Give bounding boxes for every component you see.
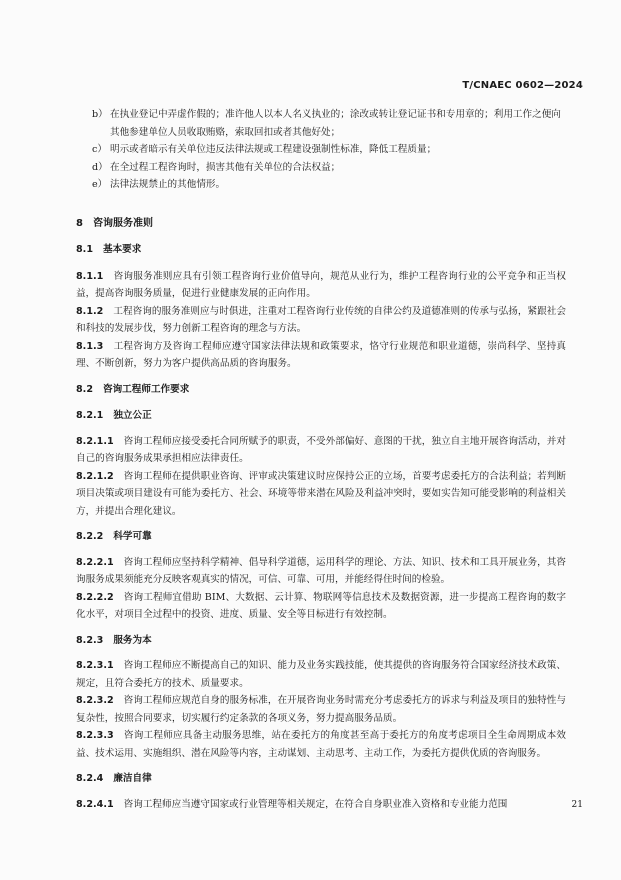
section-title: 咨询工程师工作要求	[103, 383, 190, 395]
list-item	[76, 141, 566, 159]
section-heading-8-2-1	[76, 407, 566, 425]
list-text: 在全过程工程咨询时，损害其他有关单位的合法权益；	[110, 161, 341, 173]
list-item	[76, 106, 566, 141]
section-number: 8.2.3	[76, 634, 104, 646]
clause-8-2-2-2	[76, 589, 566, 624]
section-heading-8-2-2	[76, 528, 566, 546]
clause-number: 8.2.3.1	[76, 660, 114, 671]
clause-number: 8.2.1.1	[76, 435, 114, 447]
standard-number: T/CNAEC 0602—2024	[462, 80, 583, 91]
section-title: 廉洁自律	[113, 773, 152, 784]
section-heading-8-2-4	[76, 770, 566, 788]
section-heading-8	[76, 215, 566, 233]
clause-text: 咨询工程师在提供职业咨询、评审或决策建议时应保持公正的立场，首要考虑委托方的合法利益；若判断项目决策或项目建设有可能为委托方、社会、环境等带来潜在风险及利益冲突时，要如实告知可能受影响的利益相关方，并提出合理化建议。	[76, 470, 566, 517]
section-number: 8.2	[76, 383, 93, 395]
section-heading-8-2-3	[76, 632, 566, 650]
section-number: 8.1	[76, 244, 93, 255]
list-marker: d）	[92, 161, 108, 173]
clause-text: 咨询服务准则应具有引领工程咨询行业价值导向，规范从业行为，维护工程咨询行业的公平竞争和正当权益，提高咨询服务质量，促进行业健康发展的正向作用。	[76, 270, 566, 299]
section-number: 8.2.2	[76, 531, 104, 542]
clause-8-2-1-2	[76, 468, 566, 521]
page-number: 21	[571, 800, 583, 810]
clause-8-2-3-1	[76, 657, 566, 692]
list-text: 明示或者暗示有关单位违反法律法规或工程建设强制性标准，降低工程质量；	[110, 144, 437, 155]
clause-8-2-3-3	[76, 727, 566, 762]
clause-text: 咨询工程师宜借助 BIM、大数据、云计算、物联网等信息技术及数据资源，进一步提高工程咨询的数字化水平，对项目全过程中的投资、进度、质量、安全等目标进行有效控制。	[76, 591, 566, 620]
clause-number: 8.2.2.1	[76, 556, 114, 568]
clause-number: 8.2.4.1	[76, 798, 114, 810]
clause-text: 工程咨询方及咨询工程师应遵守国家法律法规和政策要求，恪守行业规范和职业道德，崇尚科学、坚持真理、不断创新，努力为客户提供高品质的咨询服务。	[76, 340, 566, 369]
clause-8-2-2-1	[76, 554, 566, 589]
clause-number: 8.2.1.2	[76, 470, 114, 482]
clause-text: 工程咨询的服务准则应与时俱进，注重对工程咨询行业传统的自律公约及道德准则的传承与弘扬，紧跟社会和科技的发展步伐，努力创新工程咨询的理念与方法。	[76, 305, 566, 334]
clause-8-2-4-1	[76, 796, 566, 814]
section-heading-8-2	[76, 381, 566, 399]
clause-number: 8.1.2	[76, 305, 104, 317]
clause-text: 咨询工程师应具备主动服务思维，站在委托方的角度甚至高于委托方的角度考虑项目全生命周期成本效益、技术运用、实施组织、潜在风险等内容，主动谋划、主动思考、主动工作，为委托方提供优质的咨询服务。	[76, 730, 566, 759]
clause-number: 8.2.3.2	[76, 695, 114, 706]
section-title: 科学可靠	[113, 531, 152, 542]
clause-text: 咨询工程师应不断提高自己的知识、能力及业务实践技能，使其提供的咨询服务符合国家经济技术政策、规定，且符合委托方的技术、质量要求。	[76, 660, 566, 689]
clause-8-2-1-1	[76, 433, 566, 468]
clause-text: 咨询工程师应坚持科学精神、倡导科学道德，运用科学的理论、方法、知识、技术和工具开展业务，其咨询服务成果须能充分反映客观真实的情况，可信、可靠、可用，并能经得住时间的检验。	[76, 556, 566, 585]
section-heading-8-1	[76, 241, 566, 259]
section-title: 咨询服务准则	[92, 217, 153, 229]
clause-number: 8.1.3	[76, 340, 104, 352]
clause-8-2-3-2	[76, 692, 566, 727]
clause-number: 8.2.3.3	[76, 730, 114, 741]
section-number: 8.2.1	[76, 410, 104, 421]
clause-number: 8.2.2.2	[76, 591, 114, 603]
document-body	[76, 106, 566, 813]
section-title: 独立公正	[113, 410, 152, 421]
list-marker: b）	[92, 109, 108, 120]
list-marker: c）	[92, 144, 107, 155]
section-number: 8.2.4	[76, 773, 104, 784]
section-title: 服务为本	[113, 634, 152, 646]
section-title: 基本要求	[103, 244, 142, 255]
clause-number: 8.1.1	[76, 270, 104, 282]
clause-text: 咨询工程师应接受委托合同所赋予的职责，不受外部偏好、意图的干扰，独立自主地开展咨询活动，并对自己的咨询服务成果承担相应法律责任。	[76, 435, 566, 464]
list-marker: e）	[92, 179, 108, 190]
clause-8-1-2	[76, 303, 566, 338]
list-item	[76, 159, 566, 177]
list-item	[76, 176, 566, 194]
section-number: 8	[76, 217, 83, 229]
list-text: 法律法规禁止的其他情形。	[110, 179, 226, 190]
list-text: 在执业登记中弄虚作假的；准许他人以本人名义执业的；涂改或转让登记证书和专用章的；利用工作之便向其他参建单位人员收取贿赂，索取回扣或者其他好处；	[110, 109, 561, 138]
clause-8-1-1	[76, 268, 566, 303]
clause-8-1-3	[76, 338, 566, 373]
clause-text: 咨询工程师应规范自身的服务标准，在开展咨询业务时需充分考虑委托方的诉求与利益及项目的独特性与复杂性，按照合同要求，切实履行约定条款的各项义务，努力提高服务品质。	[76, 695, 566, 724]
clause-text: 咨询工程师应当遵守国家或行业管理等相关规定，在符合自身职业准入资格和专业能力范围	[123, 798, 508, 810]
